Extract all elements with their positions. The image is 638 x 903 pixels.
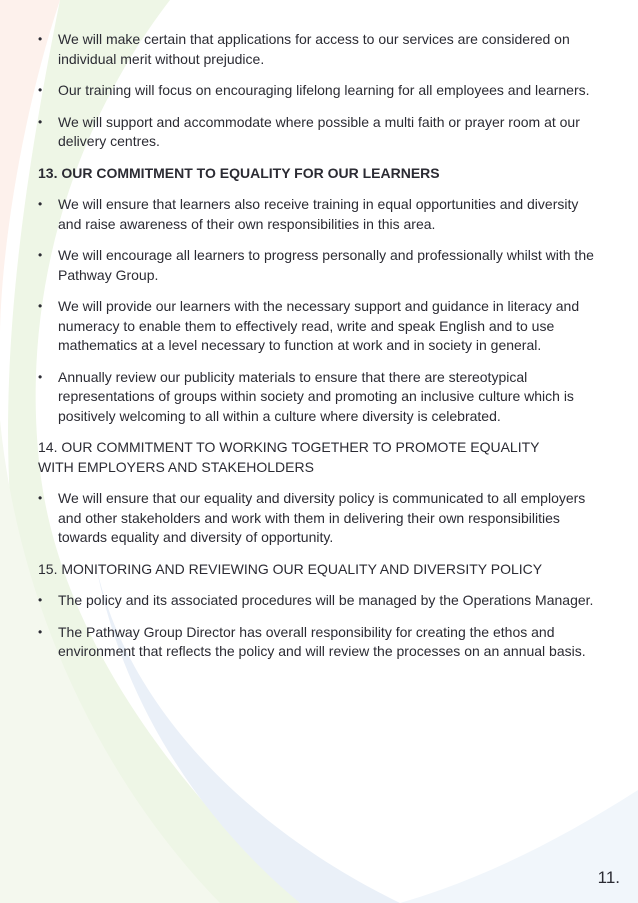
section13-heading: 13. OUR COMMITMENT TO EQUALITY FOR OUR LEARNERS <box>38 164 440 181</box>
section14-heading: 14. OUR COMMITMENT TO WORKING TOGETHER TO PROMOTE EQUALITY WITH EMPLOYERS AND STAKEHOLDERS <box>38 439 540 475</box>
page-number: 11. <box>597 868 620 887</box>
bullet-item: • We will encourage all learners to progress personally and professionally whilst with the Pathway Group. <box>38 246 598 285</box>
section15-heading: 15. MONITORING AND REVIEWING OUR EQUALITY AND DIVERSITY POLICY <box>38 560 543 577</box>
bullet-item: • We will support and accommodate where possible a multi faith or prayer room at our delivery centres. <box>38 113 598 152</box>
bullet-item: • The policy and its associated procedures will be managed by the Operations Manager. <box>38 591 598 611</box>
bullet-item: • The Pathway Group Director has overall responsibility for creating the ethos and environment that reflects the policy and will review the processes on an annual basis. <box>38 623 598 662</box>
section13-bullet-list <box>38 195 598 426</box>
bullet-item: • We will ensure that learners also receive training in equal opportunities and diversity and raise awareness of their own responsibilities in this area. <box>38 195 598 234</box>
bullet-item: • We will make certain that applications for access to our services are considered on individual merit without prejudice. <box>38 30 598 69</box>
section14-bullet-list <box>38 489 598 548</box>
bullet-item: • We will ensure that our equality and diversity policy is communicated to all employers and other stakeholders and work with them in delivering their own responsibilities towards equality and diversity of opportunity. <box>38 489 598 548</box>
document-body <box>38 30 598 662</box>
bullet-item: • Annually review our publicity materials to ensure that there are stereotypical representations of groups within society and promoting an inclusive culture which is positively welcoming to all within a culture where diversity is celebrated. <box>38 368 598 427</box>
bullet-item: • We will provide our learners with the necessary support and guidance in literacy and numeracy to enable them to effectively read, write and speak English and to use mathematics at a level necessary to function at work and in society in general. <box>38 297 598 356</box>
section12-bullet-list <box>38 30 598 152</box>
bullet-item: • Our training will focus on encouraging lifelong learning for all employees and learners. <box>38 81 598 101</box>
section15-bullet-list <box>38 591 598 662</box>
